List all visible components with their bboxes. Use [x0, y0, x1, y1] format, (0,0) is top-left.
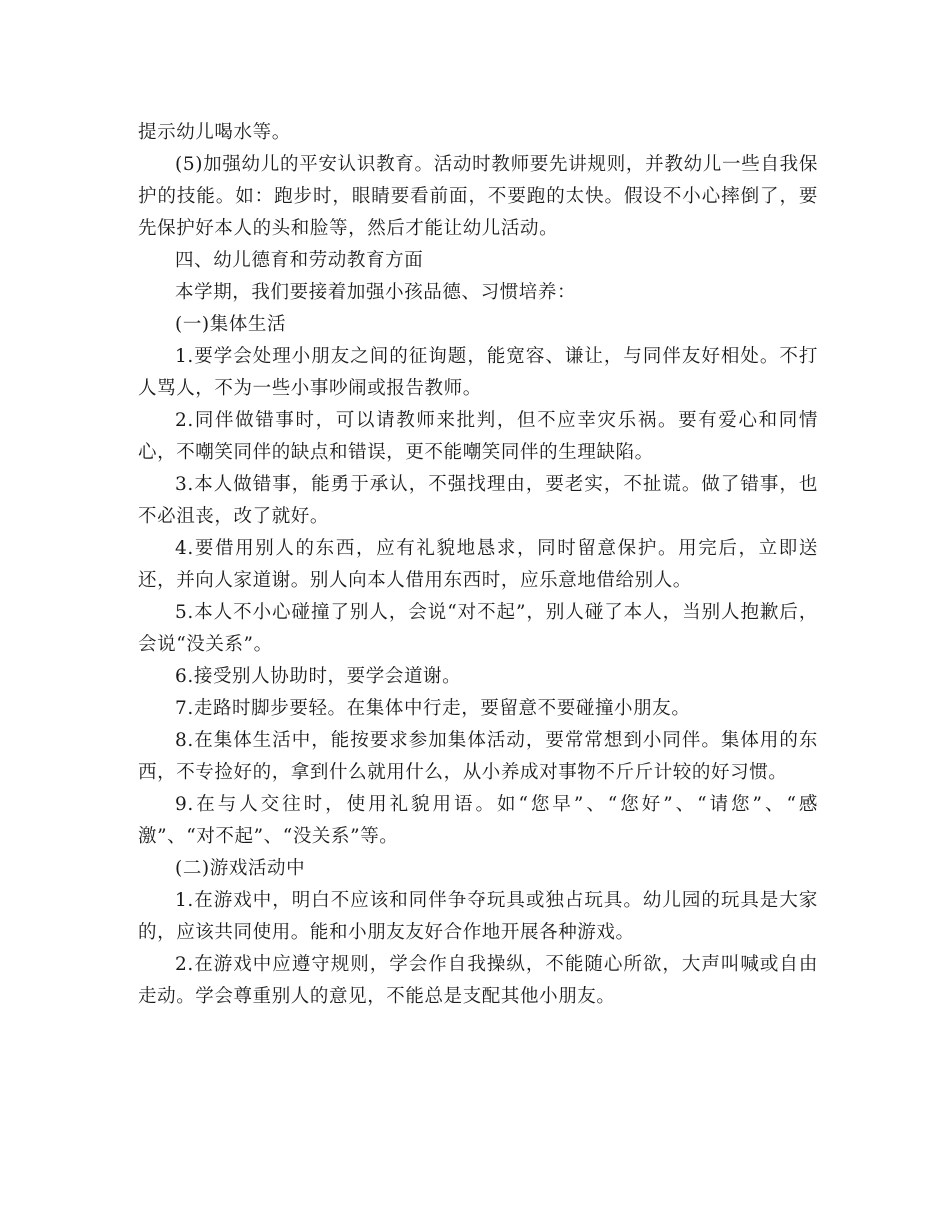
subsection-heading: (二)游戏活动中 — [175, 858, 306, 879]
section-heading: 四、幼儿德育和劳动教育方面 — [175, 250, 424, 271]
list-item: 8.在集体生活中，能按要求参加集体活动，要常常想到小同伴。集体用的东西，不专捡好的，拿到什么就用什么，从小养成对事物不斤斤计较的好习惯。 — [138, 730, 818, 783]
list-item: 1.在游戏中，明白不应该和同伴争夺玩具或独占玩具。幼儿园的玩具是大家的，应该共同使用。能和小朋友友好合作地开展各种游戏。 — [138, 890, 818, 943]
list-item: 4.要借用别人的东西，应有礼貌地恳求，同时留意保护。用完后，立即送还，并向人家道谢。别人向本人借用东西时，应乐意地借给别人。 — [138, 538, 818, 591]
list-item: 3.本人做错事，能勇于承认，不强找理由，要老实，不扯谎。做了错事，也不必沮丧，改了就好。 — [138, 474, 818, 527]
paragraph: (5)加强幼儿的平安认识教育。活动时教师要先讲规则，并教幼儿一些自我保护的技能。如：跑步时，眼睛要看前面，不要跑的太快。假设不小心摔倒了，要先保护好本人的头和脸等，然后才能让幼儿活动。 — [138, 154, 818, 239]
list-item: 5.本人不小心碰撞了别人，会说“对不起”，别人碰了本人，当别人抱歉后，会说“没关系”。 — [138, 602, 818, 655]
paragraph: 提示幼儿喝水等。 — [138, 122, 291, 143]
list-item: 7.走路时脚步要轻。在集体中行走，要留意不要碰撞小朋友。 — [175, 698, 691, 719]
list-item: 6.接受别人协助时，要学会道谢。 — [175, 666, 462, 687]
list-item: 1.要学会处理小朋友之间的征询题，能宽容、谦让，与同伴友好相处。不打人骂人，不为一些小事吵闹或报告教师。 — [138, 346, 818, 399]
paragraph: 本学期，我们要接着加强小孩品德、习惯培养： — [175, 282, 577, 303]
list-item: 9.在与人交往时，使用礼貌用语。如“您早”、“您好”、“请您”、“感激”、“对不起”、“没关系”等。 — [138, 794, 818, 847]
list-item: 2.在游戏中应遵守规则，学会作自我操纵，不能随心所欲，大声叫喊或自由走动。学会尊重别人的意见，不能总是支配其他小朋友。 — [138, 954, 818, 1007]
document-body — [138, 117, 818, 1013]
subsection-heading: (一)集体生活 — [175, 314, 287, 335]
list-item: 2.同伴做错事时，可以请教师来批判，但不应幸灾乐祸。要有爱心和同情心，不嘲笑同伴的缺点和错误，更不能嘲笑同伴的生理缺陷。 — [138, 410, 818, 463]
